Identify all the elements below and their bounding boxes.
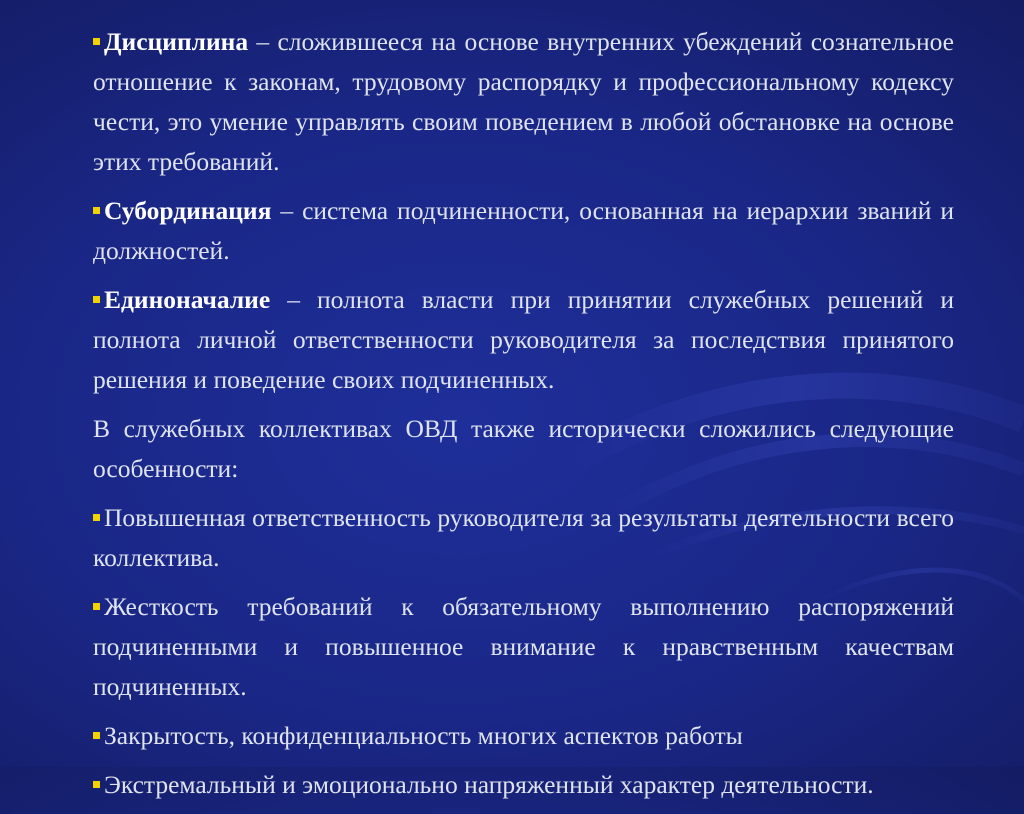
list-item-extreme-nature (93, 765, 954, 805)
definition-discipline: – сложившееся на основе внутренних убеждений сознательное отношение к законам, трудовому распорядку и профессиональному кодексу чести, это умение управлять своим поведением в любой обстановке на основе этих требований. (93, 27, 954, 176)
intro-features-text: В служебных коллективах ОВД также исторически сложились следующие особенности: (93, 414, 954, 483)
list-item-text: Повышенная ответственность руководителя за результаты деятельности всего коллектива. (93, 503, 954, 572)
definition-subordination: – система подчиненности, основанная на иерархии званий и должностей. (93, 196, 954, 265)
square-bullet-icon (93, 514, 100, 521)
paragraph-subordination (93, 191, 954, 271)
square-bullet-icon (93, 781, 100, 788)
list-item-text: Закрытость, конфиденциальность многих аспектов работы (104, 721, 743, 750)
list-item-strict-requirements (93, 587, 954, 707)
list-item-confidentiality (93, 716, 954, 756)
square-bullet-icon (93, 603, 100, 610)
term-unity-of-command: Единоначалие (104, 285, 271, 314)
list-item-text: Экстремальный и эмоционально напряженный характер деятельности. (104, 770, 874, 799)
term-subordination: Субординация (104, 196, 272, 225)
slide-body (93, 22, 954, 814)
square-bullet-icon (93, 207, 100, 214)
paragraph-discipline (93, 22, 954, 182)
square-bullet-icon (93, 38, 100, 45)
definition-unity-of-command: – полнота власти при принятии служебных решений и полнота личной ответственности руководителя за последствия принятого решения и поведение своих подчиненных. (93, 285, 954, 394)
list-item-text: Жесткость требований к обязательному выполнению распоряжений подчиненными и повышенное внимание к нравственным качествам подчиненных. (93, 592, 954, 701)
paragraph-intro-features (93, 409, 954, 489)
term-discipline: Дисциплина (104, 27, 249, 56)
list-item-responsibility (93, 498, 954, 578)
square-bullet-icon (93, 732, 100, 739)
paragraph-unity-of-command (93, 280, 954, 400)
square-bullet-icon (93, 296, 100, 303)
